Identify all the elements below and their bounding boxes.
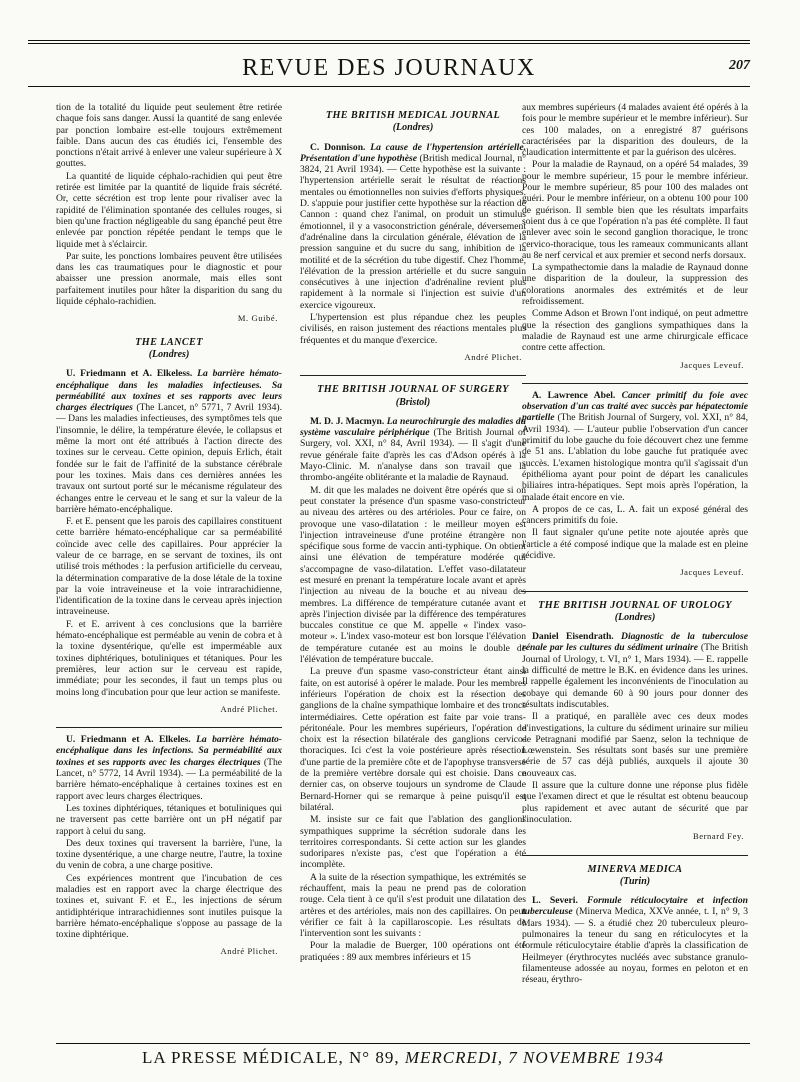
section-divider <box>522 383 748 384</box>
paragraph: Comme Adson et Brown l'ont indiqué, on peut admettre que la résection des ganglions sympathiques dans la maladie de Raynaud est une arme chirurgicale efficace contre cette affection. <box>522 308 748 354</box>
journal-location: (Turin) <box>619 875 651 887</box>
paragraph: Il a pratiqué, en parallèle avec ces deux modes d'investigations, la culture du sédiment urinaire sur milieu de Petragnani modifié par Saenz, selon la technique de Lœwenstein. Ses résultats sont basés sur une première série de 57 cas déjà publiés, auxquels il ajoute 30 nouveaux cas. <box>522 711 748 779</box>
journal-location: (Londres) <box>614 611 656 623</box>
article-body: — La perméabilité de la barrière hémato-encéphalique à certaines toxines est en rapport avec leurs charges électriques. <box>56 768 282 802</box>
article-title: Cancer primitif du foie avec observation d'un cas traité avec succès par hépatectomie partielle <box>522 389 748 424</box>
footer-journal: LA PRESSE MÉDICALE, <box>141 1048 344 1067</box>
footer-text <box>56 1048 750 1068</box>
article-abstract <box>300 142 526 311</box>
paragraph: Des deux toxines qui traversent la barrière, l'une, la toxine dysentérique, a une charge neutre, l'autre, la toxine du venin de cobra, a une charge positive. <box>56 837 282 872</box>
journal-location: (Londres) <box>392 122 434 134</box>
header-rule-bottom <box>28 86 750 87</box>
paragraph: La quantité de liquide céphalo-rachidien qui peut être retirée est limitée par la quantité de liquide frais sécrété. Or, cette sécrétion est trop lente pour rivaliser avec la rapidité de l'élimination spontanée des cellules rouges, si bien qu'une fraction négligeable du sang épanché peut être enlevée par ponction répétée pendant le temps que le liquide met à s'éclaircir. <box>56 170 282 250</box>
paragraph: F. et E. arrivent à ces conclusions que la barrière hémato-encéphalique est perméable au venin de cobra et à la toxine dysentérique, qu'elle est imperméable aux toxines diphtériques, botuliniques et tétaniques. Pour les premières, leur action sur le cerveau est rapide, immédiate; pour les secondes, il faut un temps plus ou moins long d'incubation pour que leur action se manifeste. <box>56 618 282 698</box>
page-footer <box>56 1043 750 1067</box>
article-abstract <box>300 416 526 484</box>
article-authors: U. Friedmann et A. Elkeless. <box>66 368 193 380</box>
article-reference: (Minerva Medica, XXVe année, t. I, n° 9, 3 Mars 1934). <box>522 906 748 929</box>
paragraph: Pour la maladie de Buerger, 100 opérations ont été pratiquées : 89 aux membres inférieurs et 15 <box>300 940 526 963</box>
article-reference: (The British Journal of Surgery, vol. XXI, n° 84, Avril 1934). <box>522 412 748 435</box>
article-authors: U. Friedmann et A. Elkeles. <box>66 734 191 746</box>
paragraph: Il assure que la culture donne une réponse plus fidèle que l'examen direct et que le résultat est obtenu beaucoup plus rapidement et avec autant de sécurité que par l'inoculation. <box>522 780 748 825</box>
author-signature: André Plichet. <box>220 703 278 714</box>
author-signature: Jacques Leveuf. <box>680 359 744 370</box>
author-signature: Jacques Leveuf. <box>680 567 744 578</box>
article-abstract <box>56 734 282 802</box>
article-title: La barrière hémato-encéphalique dans les maladies infectieuses. Sa perméabilité aux toxines et ses rapports avec leurs charges électriques <box>56 368 282 414</box>
article-authors: M. D. J. Macmyn. <box>310 415 385 427</box>
footer-date: MERCREDI, 7 NOVEMBRE 1934 <box>404 1048 665 1067</box>
article-title: La neurochirurgie des maladies du système vasculaire périphérique <box>300 415 526 439</box>
paragraph: A la suite de la résection sympathique, les extrémités se réchauffent, mais la peau ne prend pas de coloration rouge. Cela tient à ce qu'il s'est produit une dilatation des artères et des artérioles, mais non des capillaires. On peut vérifier ce fait à la capillaroscopie. Les résultats de l'intervention sont les suivants : <box>300 871 526 940</box>
article-title: La barrière hémato-encéphalique dans les infections. Sa perméabilité aux toxines et ses rapports avec les charges électriques <box>56 734 282 768</box>
paragraph: Les toxines diphtériques, tétaniques et botuliniques qui ne traversent pas cette barrière ont un pH négatif par rapport à celui du sang. <box>56 802 282 837</box>
page-header <box>28 40 750 88</box>
paragraph: Par suite, les ponctions lombaires peuvent être utilisées dans les cas traumatiques pour le diagnostic et pour abaisser une pression anormale, mais elles sont parfaitement inutiles pour hâter la disparition du sang du liquide céphalo-rachidien. <box>56 250 282 308</box>
paragraph: L'hypertension est plus répandue chez les peuples civilisés, en raison justement des réactions mentales plus fréquentes et du manque d'exercice. <box>300 312 526 346</box>
article-body: — L'auteur publie l'observation d'un cancer primitif du lobe gauche du foie découvert chez une femme de 51 ans. L'ablation du lobe gauche fut pratiquée avec succès. L'examen histologique montra qu'il s'agissait d'un épithélioma ayant pour point de départ les canalicules biliaires intra-hépatiques. Sept mois après l'opération, la malade était encore en vie. <box>522 423 748 503</box>
article-reference: (The British Journal of Surgery, vol. XXI, n° 84, Avril 1934). <box>300 427 526 450</box>
author-signature: André Plichet. <box>464 351 522 362</box>
section-divider <box>522 855 748 856</box>
journal-heading: MINERVA MEDICA <box>587 863 683 875</box>
article-body: — Dans les maladies infectieuses, des symptômes tels que l'insomnie, le délire, la température élevée, le collapsus et même la mort ont été attribués à l'action directe des toxines sur le cerveau. Cette opinion, depuis Erlich, était fondée sur le fait de l'affinité de la substance cérébrale pour les toxines. Mais dans ces dernières années les travaux ont surtout porté sur le mécanisme régulateur des échanges entre le cerveau et le sang et sur la valeur de la barrière hémato-encéphalique. <box>56 413 282 515</box>
article-authors: C. Donnison. <box>310 141 366 153</box>
paragraph: M. dit que les malades ne doivent être opérés que si on peut constater la présence d'un spasme vaso-constricteur au niveau des artères ou des artérioles. Pour ce faire, on provoque une vaso-dilatation : le meilleur moyen est l'injection intraveineuse d'une protéine étrangère non spécifique sous forme de vaccin anti-typhique. On obtient ainsi une élévation de température modérée qui s'accompagne de vaso-dilatation. L'effet vaso-dilatateur est mesuré en prenant la température locale avant et après l'injection au niveau de la bouche et au niveau des membres. La différence de température cutanée avant et après l'injection divisée par la différence des températures buccales constitue ce que M. appelle « l'index vaso-moteur ». L'index vaso-moteur est bon lorsque l'élévation de température cutanée est au moins le double de l'élévation de température buccale. <box>300 484 526 666</box>
article-reference: (The Lancet, n° 5772, 14 Avril 1934). <box>56 756 282 780</box>
paragraph: A propos de ce cas, L. A. fait un exposé général des cancers primitifs du foie. <box>522 503 748 527</box>
article-title: Diagnostic de la tuberculose rénale par les cultures du sédiment urinaire <box>522 631 748 654</box>
journal-heading: THE BRITISH MEDICAL JOURNAL <box>325 110 501 121</box>
paragraph: Pour la maladie de Raynaud, on a opéré 54 malades, 39 pour le membre supérieur, 15 pour le membre inférieur. Pour le membre supérieur, 85 pour 100 des malades ont guéri. Pour le membre inférieur, on a obtenu 100 pour 100 de guérison. Il semble bien que les résultats imparfaits soient dus à ce que l'opération n'a pas été complète. Il faut enlever avec soin le second ganglion thoracique, le tronc cervico-thoracique, tous les rameaux communicants allant au 8e nerf cervical et aux premier et second nerfs dorsaux. <box>522 159 748 261</box>
column-middle <box>300 102 526 1046</box>
article-reference: (The Lancet, n° 5771, 7 Avril 1934). <box>136 402 282 414</box>
header-rule-top <box>28 40 750 41</box>
header-rule-top-double <box>28 43 750 44</box>
journal-heading: THE BRITISH JOURNAL OF SURGERY <box>317 384 509 396</box>
column-left <box>56 102 282 1046</box>
article-title: Formule réticulocytaire et infection tuberculeuse <box>522 895 748 918</box>
article-abstract <box>522 390 748 503</box>
paragraph: La sympathectomie dans la maladie de Raynaud donne une disparition de la douleur, la suppression des colorations anormales des extrémités et de leur refroidissement. <box>522 262 748 308</box>
article-body: — Cette hypothèse est la suivante : l'hypertension artérielle serait le résultat de réactions mentales ou émotionnelles non suivies d'efforts physiques. D. s'appuie pour justifier cette hypothèse sur la réaction de Cannon : quand chez l'animal, on produit un stimulus émotionnel, il y a vasoconstriction générale, déversement d'adrénaline dans la circulation générale, élévation de la pression sanguine et du sucre du sang, inhibition de la motilité et de la sécrétion du tube digestif. Chez l'homme, l'élévation de la pression artérielle et du sucre sanguin consécutives à une injection d'adrénaline revient plus rapidement à la normale si l'injection est suivie d'un exercice vigoureux. <box>300 164 526 311</box>
paragraph: M. insiste sur ce fait que l'ablation des ganglions sympathiques supprime la sécrétion sudorale dans les territoires correspondants. Si cette action sur les glandes sudoripares n'existe pas, c'est que l'opération a été incomplète. <box>300 814 526 871</box>
column-right <box>522 102 748 1046</box>
footer-rule <box>56 1043 750 1044</box>
journal-location: (Londres) <box>148 348 190 360</box>
author-signature: André Plichet. <box>220 946 278 957</box>
article-abstract <box>522 631 748 710</box>
article-body: — E. rappelle la difficulté de mettre le B.K. en évidence dans les urines. Il rappelle également les inconvénients de l'inoculation au cobaye qui demande 60 à 90 jours pour donner des résultats indiscutables. <box>522 653 748 710</box>
section-divider <box>56 727 282 728</box>
paragraph: La preuve d'un spasme vaso-constricteur étant ainsi faite, on est autorisé à opérer le malade. Pour les membres inférieurs l'opération de choix est la résection des ganglions de la chaîne sympathique lombaire et des troncs intermédiaires. Cette opération est faite par voie trans-péritonéale. Pour les membres supérieurs, l'opération de choix est la résection bilatérale des ganglions cervico-thoraciques. Ici c'est la voie postérieure après résection d'une partie de la première côte et de l'apophyse transverse de la première vertèbre dorsale qui est choisie. Dans ce dernier cas, on observe toujours un syndrome de Claude Bernard-Horner qui se remarque à peine puisqu'il est bilatéral. <box>300 666 526 813</box>
article-reference: (The British Journal of Urology, t. VI, n° 1, Mars 1934). <box>522 642 748 665</box>
article-authors: Daniel Eisendrath. <box>532 631 614 643</box>
article-body: — Il s'agit d'une revue générale faite d'après les cas d'Adson opérés à la Mayo-Clinic. M. n'analyse dans son travail que la thrombo-angéite oblitérante et la maladie de Raynaud. <box>300 438 526 484</box>
paragraph: Ces expériences montrent que l'incubation de ces maladies est en rapport avec la charge électrique des toxines et, suivant F. et E., les injections de sérum antidiphtérique intrarachidiennes sont inutiles puisque la barrière hémato-encéphalique s'oppose au passage de la toxine diphtérique. <box>56 872 282 941</box>
section-divider <box>300 375 526 376</box>
journal-heading: THE BRITISH JOURNAL OF UROLOGY <box>538 599 732 611</box>
journal-location: (Bristol) <box>395 396 431 408</box>
page-number: 207 <box>729 58 750 73</box>
article-authors: A. Lawrence Abel. <box>532 389 616 401</box>
article-abstract <box>522 895 748 985</box>
article-authors: L. Severi. <box>532 895 578 907</box>
author-signature: M. Guibé. <box>237 313 278 324</box>
paragraph: Il faut signaler qu'une petite note ajoutée après que l'article a été composé indique que la malade est en pleine récidive. <box>522 527 748 561</box>
journal-heading: THE LANCET <box>135 336 203 348</box>
paragraph: aux membres supérieurs (4 malades avaient été opérés à la fois pour le membre supérieur et le membre inférieur). Sur ces 100 malades, on a enregistré 87 guérisons caractérisées par la disparition des douleurs, de la claudication intermittente et par la guérison des ulcères. <box>522 102 748 159</box>
footer-number: N° 89, <box>349 1048 400 1067</box>
article-title: La cause de l'hypertension artérielle. Présentation d'une hypothèse <box>300 141 526 164</box>
author-signature: Bernard Fey. <box>692 831 744 842</box>
article-reference: (British medical Journal, n° 3824, 21 Avril 1934). <box>300 152 526 176</box>
running-title: REVUE DES JOURNAUX <box>242 55 536 81</box>
article-body: — S. a étudié chez 20 tuberculeux pleuro-pulmonaires la teneur du sang en réticulocytes et la formule réticulocytaire établie d'après la classification de Heilmeyer (érythrocytes nucléés avec substance granulo-filamenteuse adossée au noyau, formes en peloton et en réseau, érythro- <box>522 917 748 986</box>
paragraph: F. et E. pensent que les parois des capillaires constituent cette barrière hémato-encéphalique car sa perméabilité coïncide avec celle des capillaires. Pour apprécier la valeur de ce barrage, en se servant de toxines, ils ont utilisé trois méthodes : la perfusion artificielle du cerveau, la détermination comparative de la dose létale de la toxine par la voie intraveineuse et la voie intrarachidienne, l'identification de la toxine dans le cerveau après injection intraveineuse. <box>56 516 282 618</box>
paragraph: tion de la totalité du liquide peut seulement être retirée chaque fois sans danger. Aussi la quantité de sang enlevée par ponction lombaire est-elle toujours extrêmement faible. Dans aucun des cas étudiés ici, l'ensemble des ponctions n'était arrivé à enlever une valeur supérieure à X gouttes. <box>56 102 282 170</box>
section-divider <box>522 591 748 592</box>
article-abstract <box>56 368 282 515</box>
